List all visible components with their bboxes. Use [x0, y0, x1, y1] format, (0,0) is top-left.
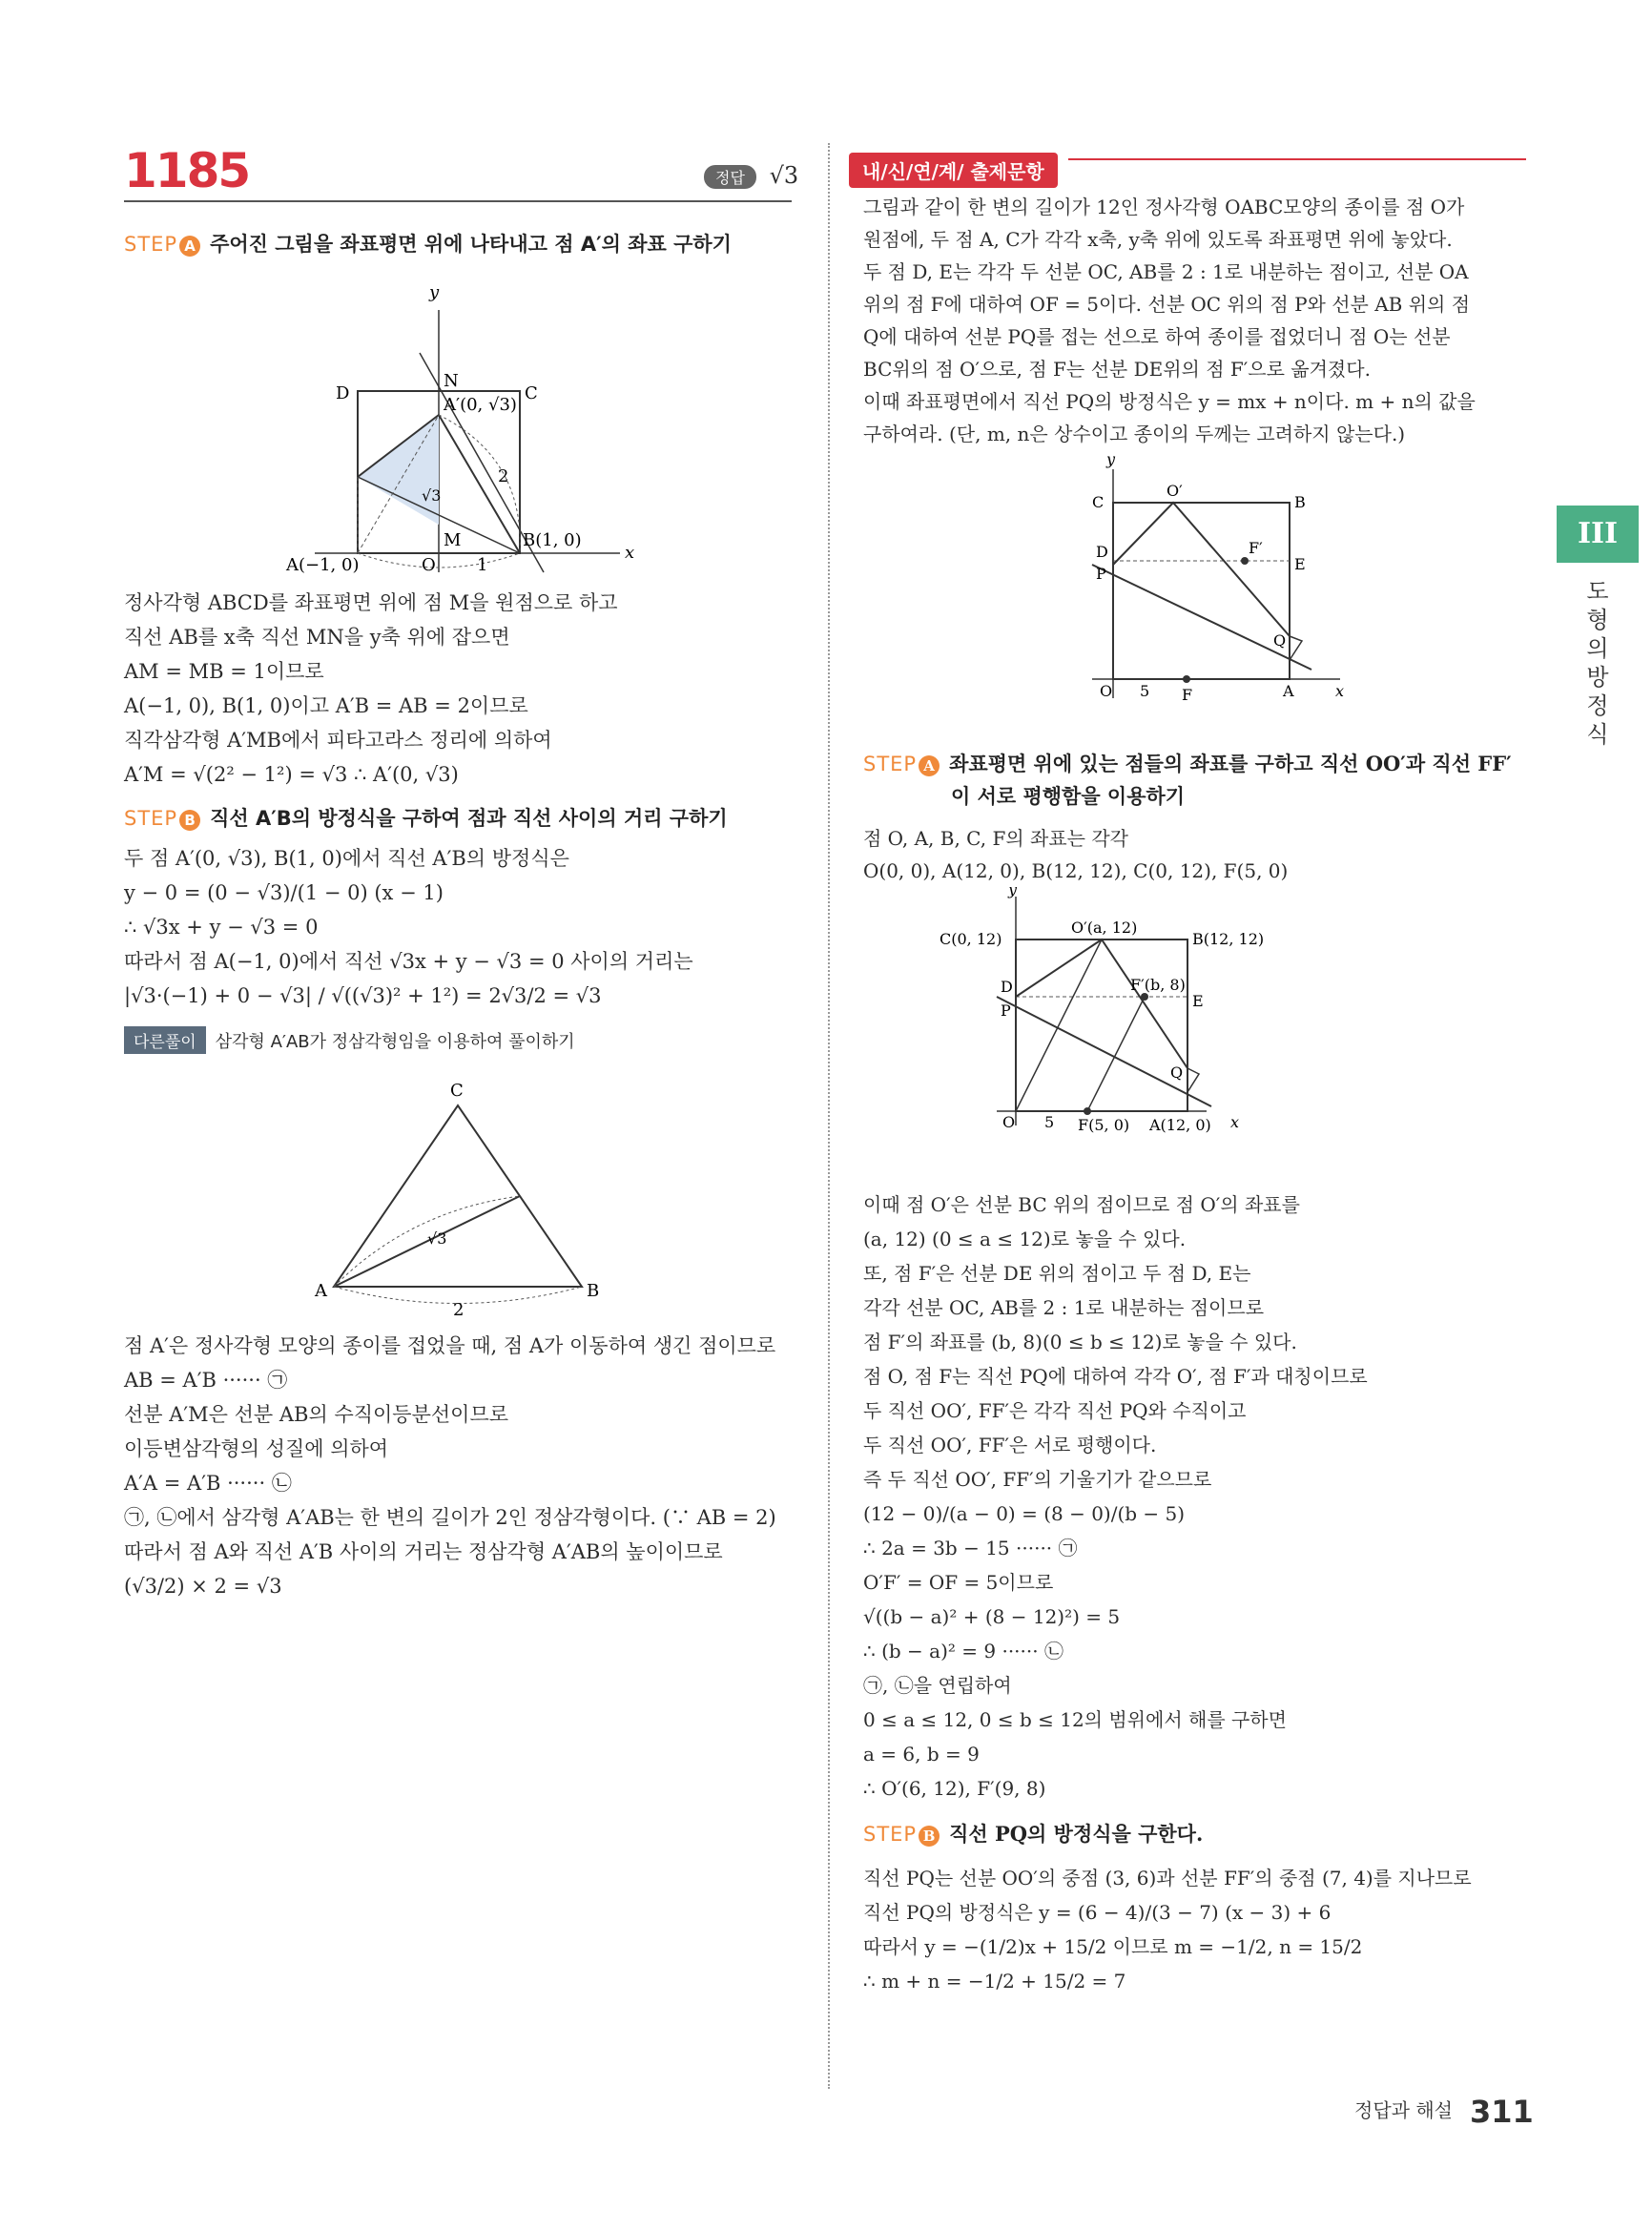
label-y: y: [1008, 887, 1018, 898]
label-c: C: [450, 1081, 464, 1101]
text-line: A′A = A′B ······ ㉡: [124, 1472, 292, 1495]
step-tag: STEP: [863, 1823, 918, 1846]
label-b: B: [1294, 493, 1306, 511]
text-line: a = 6, b = 9: [863, 1743, 980, 1765]
answer-badge: 정답: [704, 165, 756, 189]
text-line: ∴ O′(6, 12), F′(9, 8): [863, 1777, 1046, 1800]
step-b-heading: [124, 803, 792, 832]
folded-corner: [1290, 636, 1302, 660]
problem-line: 구하여라. (단, m, n은 상수이고 종이의 두께는 고려하지 않는다.): [863, 423, 1406, 445]
label-b: B: [587, 1281, 600, 1301]
point-f-prime: [1141, 993, 1148, 1001]
folded-corner: [1187, 1068, 1199, 1092]
text-line: √((b − a)² + (8 − 12)²) = 5: [863, 1605, 1121, 1628]
alternative-solution-heading: [124, 1026, 792, 1054]
label-d: D: [1001, 978, 1013, 996]
label-two: 2: [453, 1300, 465, 1320]
label-x: x: [1230, 1113, 1240, 1131]
figure-equilateral-triangle: [124, 1067, 792, 1325]
alt-tag: 다른풀이: [124, 1026, 206, 1054]
step-a-body: [124, 586, 792, 792]
step-title: 직선 A′B의 방정식을 구하여 점과 직선 사이의 거리 구하기: [210, 807, 728, 830]
label-o: O: [1100, 682, 1113, 700]
chapter-title: 도형의 방정식: [1586, 578, 1609, 748]
alt-body: [124, 1329, 792, 1603]
segment-ff-prime: [1087, 997, 1145, 1111]
text-line: ∴ (b − a)² = 9 ······ ㉡: [863, 1640, 1063, 1662]
text-line: AM = MB = 1이므로: [124, 660, 324, 683]
text-line: 이때 점 O′은 선분 BC 위의 점이므로 점 O′의 좌표를: [863, 1193, 1300, 1216]
text-line: ∴ √3x + y − √3 = 0: [124, 916, 319, 939]
step-b-body: [124, 841, 792, 1013]
step-title-cont: 이 서로 평행함을 이용하기: [951, 784, 1186, 808]
step-tag: STEP: [863, 753, 918, 775]
text-line: O(0, 0), A(12, 0), B(12, 12), C(0, 12), F(5, 0): [863, 859, 1289, 882]
text-line: O′F′ = OF = 5이므로: [863, 1571, 1054, 1594]
naesin-header: [849, 153, 1058, 188]
chapter-tab: III: [1557, 506, 1639, 563]
label-b: B(12, 12): [1192, 930, 1265, 948]
label-x: x: [625, 543, 635, 563]
page-footer: [1354, 2094, 1534, 2130]
text-line: 직선 PQ는 선분 OO′의 중점 (3, 6)과 선분 FF′의 중점 (7, 4)를 지나므로: [863, 1867, 1472, 1889]
text-line: 또, 점 F′은 선분 DE 위의 점이고 두 점 D, E는: [863, 1262, 1251, 1285]
label-e: E: [1294, 555, 1306, 573]
step-title: 주어진 그림을 좌표평면 위에 나타내고 점 A′의 좌표 구하기: [210, 233, 732, 256]
text-line: ∴ 2a = 3b − 15 ······ ㉠: [863, 1537, 1078, 1559]
label-p: P: [1001, 1001, 1011, 1020]
label-p: P: [1096, 565, 1106, 583]
page-number: 311: [1469, 2094, 1534, 2130]
label-f-prime: F′: [1249, 539, 1263, 557]
right-solution-body: [863, 1187, 1531, 1998]
point-f: [1084, 1107, 1091, 1115]
text-line: ∴ m + n = −1/2 + 15/2 = 7: [863, 1970, 1126, 1993]
figure-problem: [863, 450, 1531, 727]
step-letter: B: [179, 810, 200, 831]
point-f: [1183, 675, 1190, 683]
label-c: C(0, 12): [940, 930, 1002, 948]
problem-line: Q에 대하여 선분 PQ를 접는 선으로 하여 종이를 접었더니 점 O는 선분: [863, 325, 1451, 348]
text-line: 점 O, A, B, C, F의 좌표는 각각: [863, 827, 1129, 850]
linked-problem: [863, 191, 1531, 1145]
problem-line: 두 점 D, E는 각각 두 선분 OC, AB를 2 : 1로 내분하는 점이고, 선분 OA: [863, 260, 1469, 283]
label-a: A: [1283, 682, 1294, 700]
problem-line: 원점에, 두 점 A, C가 각각 x축, y축 위에 있도록 좌표평면 위에 놓았다.: [863, 228, 1453, 251]
label-q: Q: [1170, 1063, 1184, 1082]
step-tag: STEP: [124, 233, 178, 256]
alt-title: 삼각형 A′AB가 정삼각형임을 이용하여 풀이하기: [215, 1032, 575, 1052]
text-line: 이등변삼각형의 성질에 의하여: [124, 1437, 389, 1460]
label-two: 2: [498, 466, 509, 486]
label-d: D: [1096, 543, 1108, 561]
header-rule: [124, 200, 792, 202]
step-title: 좌표평면 위에 있는 점들의 좌표를 구하고 직선 OO′과 직선 FF′: [949, 752, 1512, 775]
label-y: y: [429, 282, 440, 302]
label-f: F(5, 0): [1078, 1116, 1130, 1134]
fold-line-pq: [997, 997, 1211, 1106]
label-one: 1: [477, 555, 488, 575]
label-sqrt3: √3: [422, 486, 442, 505]
figure-square-fold: [124, 267, 792, 582]
text-line: 점 O, 점 F는 직선 PQ에 대하여 각각 O′, 점 F′과 대칭이므로: [863, 1365, 1368, 1388]
right-step-a-heading: [863, 748, 1531, 813]
right-step-b-heading: [863, 1817, 1531, 1851]
text-line: 0 ≤ a ≤ 12, 0 ≤ b ≤ 12의 범위에서 해를 구하면: [863, 1708, 1287, 1731]
text-line: AB = A′B ······ ㉠: [124, 1369, 288, 1392]
answer-value: √3: [769, 162, 799, 189]
text-line: ㉠, ㉡에서 삼각형 A′AB는 한 변의 길이가 2인 정삼각형이다. (∵ AB = 2): [124, 1506, 776, 1529]
label-a: A: [315, 1281, 327, 1301]
step-title: 직선 PQ의 방정식을 구한다.: [949, 1822, 1204, 1846]
fold-line-pq: [1092, 565, 1311, 670]
column-divider: [828, 143, 830, 2089]
label-a: A(−1, 0): [286, 555, 360, 575]
left-column: [124, 217, 792, 1603]
step-a-heading: [124, 229, 792, 258]
label-q: Q: [1273, 631, 1287, 650]
problem-number: 1185: [124, 143, 250, 198]
text-line: (12 − 0)/(a − 0) = (8 − 0)/(b − 5): [863, 1502, 1186, 1525]
point-f-prime: [1241, 557, 1249, 565]
label-sqrt3: √3: [427, 1229, 447, 1248]
label-f: F: [1182, 686, 1193, 704]
label-a: A(12, 0): [1149, 1116, 1211, 1134]
step-letter: B: [919, 1826, 940, 1847]
text-line: 두 직선 OO′, FF′은 서로 평행이다.: [863, 1434, 1157, 1456]
step-tag: STEP: [124, 807, 178, 830]
text-line: 점 A′은 정사각형 모양의 종이를 접었을 때, 점 A가 이동하여 생긴 점이므로: [124, 1334, 776, 1357]
label-o-prime: O′(a, 12): [1071, 919, 1138, 937]
label-y: y: [1106, 450, 1116, 468]
label-e: E: [1192, 992, 1204, 1010]
text-line: 각각 선분 OC, AB를 2 : 1로 내분하는 점이므로: [863, 1296, 1265, 1319]
square: [1016, 939, 1187, 1111]
text-line: 따라서 점 A(−1, 0)에서 직선 √3x + y − √3 = 0 사이의 거리는: [124, 950, 693, 973]
label-b: B(1, 0): [523, 530, 582, 550]
naesin-tag: 내/신/연/계/ 출제문항: [849, 153, 1058, 188]
label-a-prime: A′(0, √3): [444, 395, 517, 415]
problem-line: 그림과 같이 한 변의 길이가 12인 정사각형 OABC모양의 종이를 점 O가: [863, 196, 1465, 218]
text-line: (a, 12) (0 ≤ a ≤ 12)로 놓을 수 있다.: [863, 1228, 1187, 1250]
problem-line: BC위의 점 O′으로, 점 F는 선분 DE위의 점 F′으로 옮겨졌다.: [863, 358, 1371, 381]
footer-label: 정답과 해설: [1354, 2098, 1453, 2122]
text-line: 따라서 y = −(1/2)x + 15/2 이므로 m = −1/2, n = 15/2: [863, 1935, 1363, 1958]
answer: [704, 162, 798, 189]
label-m: M: [444, 530, 462, 550]
problem-line: 이때 좌표평면에서 직선 PQ의 방정식은 y = mx + n이다. m + n의 값을: [863, 390, 1476, 413]
text-line: 직선 PQ의 방정식은 y = (6 − 4)/(3 − 7) (x − 3) + 6: [863, 1901, 1332, 1924]
text-line: A(−1, 0), B(1, 0)이고 A′B = AB = 2이므로: [124, 694, 528, 717]
text-line: |√3·(−1) + 0 − √3| / √((√3)² + 1²) = 2√3/2 = √3: [124, 984, 602, 1007]
figure-solution: [863, 887, 1531, 1135]
text-line: ㉠, ㉡을 연립하여: [863, 1674, 1012, 1697]
text-line: (√3/2) × 2 = √3: [124, 1575, 282, 1598]
label-n: N: [444, 371, 459, 391]
text-line: 점 F′의 좌표를 (b, 8)(0 ≤ b ≤ 12)로 놓을 수 있다.: [863, 1331, 1297, 1353]
shaded-region: [358, 415, 442, 525]
text-line: A′M = √(2² − 1²) = √3 ∴ A′(0, √3): [124, 763, 459, 786]
label-d: D: [336, 383, 350, 403]
label-c: C: [1092, 493, 1105, 511]
triangle: [334, 1105, 582, 1287]
text-line: 선분 A′M은 선분 AB의 수직이등분선이므로: [124, 1403, 509, 1426]
label-o-prime: O′: [1167, 482, 1183, 500]
text-line: y − 0 = (0 − √3)/(1 − 0) (x − 1): [124, 881, 444, 904]
text-line: 정사각형 ABCD를 좌표평면 위에 점 M을 원점으로 하고: [124, 591, 618, 614]
label-c: C: [525, 383, 538, 403]
label-f-prime: F′(b, 8): [1130, 976, 1186, 994]
step-letter: A: [919, 755, 940, 776]
label-five: 5: [1044, 1113, 1055, 1131]
text-line: 즉 두 직선 OO′, FF′의 기울기가 같으므로: [863, 1468, 1212, 1491]
text-line: 두 직선 OO′, FF′은 각각 직선 PQ와 수직이고: [863, 1399, 1247, 1422]
square: [1113, 503, 1290, 679]
step-letter: A: [179, 236, 200, 257]
text-line: 직각삼각형 A′MB에서 피타고라스 정리에 의하여: [124, 729, 552, 752]
problem-line: 위의 점 F에 대하여 OF = 5이다. 선분 OC 위의 점 P와 선분 AB 위의 점: [863, 293, 1471, 316]
label-o: O: [422, 555, 436, 575]
label-o: O: [1002, 1113, 1016, 1131]
label-five: 5: [1140, 682, 1150, 700]
folded-edge: [1016, 939, 1187, 1068]
segment-oo-prime: [1016, 939, 1102, 1111]
text-line: 따라서 점 A와 직선 A′B 사이의 거리는 정삼각형 A′AB의 높이이므로: [124, 1540, 723, 1563]
text-line: 두 점 A′(0, √3), B(1, 0)에서 직선 A′B의 방정식은: [124, 847, 569, 870]
naesin-rule: [1068, 158, 1526, 160]
text-line: 직선 AB를 x축 직선 MN을 y축 위에 잡으면: [124, 626, 510, 649]
label-x: x: [1335, 682, 1345, 700]
